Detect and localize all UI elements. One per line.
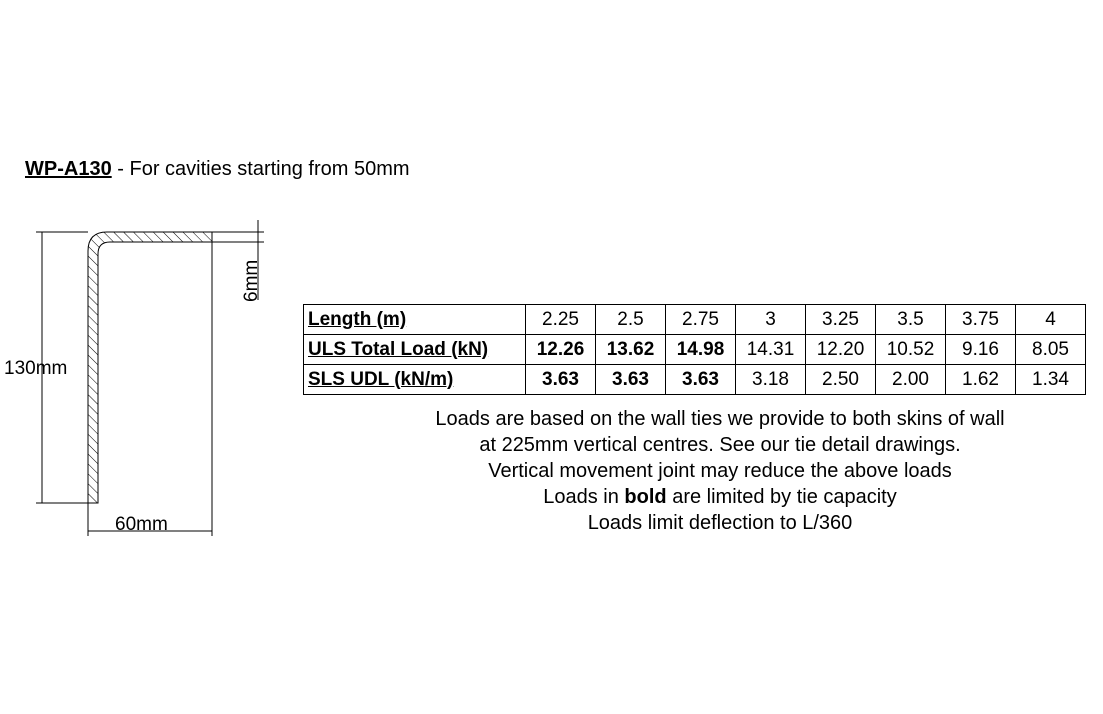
table-cell: 14.31: [736, 335, 806, 365]
table-cell: 2.5: [596, 305, 666, 335]
table-cell: 4: [1016, 305, 1086, 335]
table-cell: 2.25: [526, 305, 596, 335]
load-table: [303, 304, 1086, 395]
table-cell: 3.25: [806, 305, 876, 335]
note-line: Loads limit deflection to L/360: [587, 512, 853, 534]
table-cell: 3.63: [666, 365, 736, 395]
table-cell: 3.63: [526, 365, 596, 395]
table-row: [304, 305, 1086, 335]
row-header-length: Length (m): [304, 305, 526, 335]
notes: [400, 406, 1040, 536]
product-code: WP-A130: [25, 158, 112, 180]
product-description: - For cavities starting from 50mm: [111, 158, 410, 180]
row-header-sls: SLS UDL (kN/m): [304, 365, 526, 395]
table-cell: 12.26: [526, 335, 596, 365]
note-line: at 225mm vertical centres. See our tie detail drawings.: [479, 434, 961, 456]
table-cell: 3: [736, 305, 806, 335]
height-label: 130mm: [4, 358, 68, 379]
table-cell: 9.16: [946, 335, 1016, 365]
table-cell: 1.34: [1016, 365, 1086, 395]
note-line: Loads are based on the wall ties we provide to both skins of wall: [435, 408, 1005, 430]
angle-profile: [88, 232, 212, 503]
table-row: [304, 365, 1086, 395]
note-line: Vertical movement joint may reduce the above loads: [488, 460, 952, 482]
row-header-uls: ULS Total Load (kN): [304, 335, 526, 365]
table-cell: 3.75: [946, 305, 1016, 335]
table-cell: 1.62: [946, 365, 1016, 395]
table-cell: 3.5: [876, 305, 946, 335]
table-row: [304, 335, 1086, 365]
table-cell: 14.98: [666, 335, 736, 365]
table-cell: 2.75: [666, 305, 736, 335]
table-cell: 12.20: [806, 335, 876, 365]
table-cell: 2.00: [876, 365, 946, 395]
table-cell: 3.63: [596, 365, 666, 395]
table-cell: 13.62: [596, 335, 666, 365]
note-line: [400, 484, 1040, 510]
table-cell: 3.18: [736, 365, 806, 395]
thickness-label: 6mm: [241, 259, 262, 302]
note-text: Loads in: [543, 486, 625, 508]
table-cell: 10.52: [876, 335, 946, 365]
table-cell: 2.50: [806, 365, 876, 395]
note-bold-text: bold: [624, 486, 667, 508]
width-label: 60mm: [115, 514, 168, 535]
note-text: are limited by tie capacity: [666, 486, 897, 508]
table-cell: 8.05: [1016, 335, 1086, 365]
